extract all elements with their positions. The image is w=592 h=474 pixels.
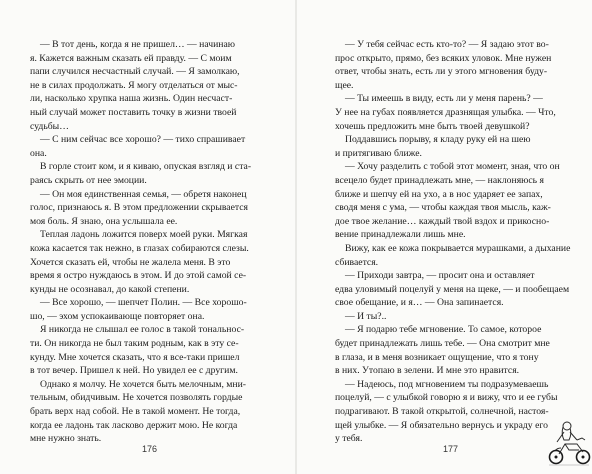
text-line: — В тот день, когда я не пришел… — начинаю (40, 39, 236, 50)
text-line: в них. Утопаю в зелени. И мне это нравится. (335, 365, 520, 377)
text-line: — Хочу разделить с тобой этот момент, зная, что он (345, 161, 560, 173)
motorcycle-sketch-icon (547, 418, 591, 468)
text-line: — Я подарю тебе мгновение. То самое, которое (345, 324, 542, 336)
text-line: — И ты?.. (345, 310, 387, 322)
right-page-text (335, 38, 569, 446)
text-line: шо, — эхом успокаивающе повторяет она. (30, 310, 205, 322)
text-line: в тот вечер. Пришел к ней. Но увидел ее с другим. (30, 365, 238, 377)
text-line: ный случай может поставить точку в жизни твоей (30, 106, 237, 118)
text-line: папи случился несчастный случай. — Я замолкаю, (30, 66, 240, 78)
text-line: У нее на губах появляется дразнящая улыбка. — Что, (335, 106, 556, 118)
text-line: и притягиваю ближе. (335, 147, 422, 159)
text-line: в глаза, и в меня возникает ощущение, что я тону (335, 351, 539, 363)
text-line: судьбы… (30, 120, 69, 132)
text-line: раясь скрыть от нее эмоции. (30, 174, 147, 186)
text-line: тельным, обидчивым. Не хочется позволять гордые (30, 392, 243, 404)
text-line: будет принадлежать лишь тебе. — Она смотрит мне (335, 338, 550, 350)
text-line: дое твое желание… каждый твой вздох и прикосно- (335, 215, 550, 227)
text-line: голос, признаюсь я. В этом предложении скрывается (30, 202, 248, 214)
text-line: прос открыто, прямо, без всяких уловок. Мне нужен (335, 52, 552, 64)
text-line: — Ты имеешь в виду, есть ли у меня парень? — (345, 93, 543, 105)
text-line: кунду. Мне хочется сказать, что я все-таки пришел (30, 351, 240, 363)
text-line: я. Кажется важным сказать ей правду. — С моим (30, 52, 232, 64)
text-line: щей улыбке. — Я обязательно вернусь и украду его (335, 419, 548, 431)
text-line: кожа касается так нежно, в глазах собираются слезы. (30, 242, 249, 254)
text-line: время я остро нуждаюсь в этом. И до этой самой се- (30, 270, 247, 282)
text-line: Я никогда не слышал ее голос в такой тональнос- (40, 324, 245, 336)
text-line: едва уловимый поцелуй у меня на щеке, — и пообещаем (335, 283, 570, 295)
text-line: сбивается. (335, 256, 379, 268)
text-line: всецело будет принадлежать мне, — наклоняюсь я (335, 174, 544, 186)
text-line: — С ним сейчас все хорошо? — тихо спрашивает (40, 134, 246, 146)
text-line: ответ, чтобы знать, есть ли у этого мгновения буду- (335, 66, 548, 78)
text-line: брать верх над собой. Не в такой момент. Не тогда, (30, 406, 241, 418)
text-line: не в силах продолжать. Я могу отделаться от мыс- (30, 79, 238, 91)
text-line: — У тебя сейчас есть кто-то? — Я задаю этот во- (345, 39, 549, 50)
text-line: — Приходи завтра, — просит она и оставляет (345, 270, 535, 282)
text-line: поцелуй, — с улыбкой говорю я и вижу, что и ее губы (335, 392, 558, 404)
text-line: Вижу, как ее кожа покрывается мурашками, а дыхание (345, 242, 571, 254)
text-line: ближе и шепчу ей на ухо, а в нос ударяет ее запах, (335, 188, 543, 200)
text-line: — Он моя единственная семья, — обретя наконец (40, 188, 247, 200)
text-line: ти. Он никогда не был таким родным, как в эту се- (30, 338, 239, 350)
text-line: Поддавшись порыву, я кладу руку ей на шею (345, 134, 531, 146)
text-line: сводя меня с ума, — чтобы каждая твоя мысль, каж- (335, 202, 551, 214)
text-line: Хочется сказать ей, чтобы не жалела меня. В это (30, 256, 231, 268)
text-line: ли, насколько хрупка наша жизнь. Один несчаст- (30, 93, 233, 105)
text-line: Однако я молчу. Не хочется быть мелочным, мни- (40, 378, 247, 390)
left-page (0, 0, 295, 474)
text-line: щее. (335, 79, 354, 91)
text-line: мне нужно знать. (30, 433, 102, 445)
text-line: у тебя. (335, 433, 363, 445)
text-line: когда ее ладонь так ласково держит мою. Не когда (30, 419, 238, 431)
text-line: кунды не осознавал, до какой степени. (30, 283, 190, 295)
text-line: Теплая ладонь ложится поверх моей руки. Мягкая (40, 229, 248, 241)
right-page (297, 0, 592, 474)
text-line: она. (30, 147, 47, 159)
text-line: В горле стоит ком, и я киваю, опуская взгляд и ста- (40, 161, 252, 173)
text-line: хочешь предложить мне быть твоей девушкой? (335, 120, 530, 132)
text-line: — Надеюсь, под мгновением ты подразумеваешь (345, 378, 549, 390)
right-page-number: 177 (443, 444, 459, 454)
text-line: вение принадлежали лишь мне. (335, 229, 466, 241)
left-page-number: 176 (142, 444, 158, 454)
text-line: свое обещание, и я… — Она запинается. (335, 297, 504, 309)
text-line: подрагивают. В такой открытой, солнечной, настоя- (335, 406, 549, 418)
left-page-text (30, 38, 262, 446)
text-line: моя боль. Я знаю, она услышала ее. (30, 215, 178, 227)
text-line: — Все хорошо, — шепчет Полин. — Все хорошо- (40, 297, 247, 309)
